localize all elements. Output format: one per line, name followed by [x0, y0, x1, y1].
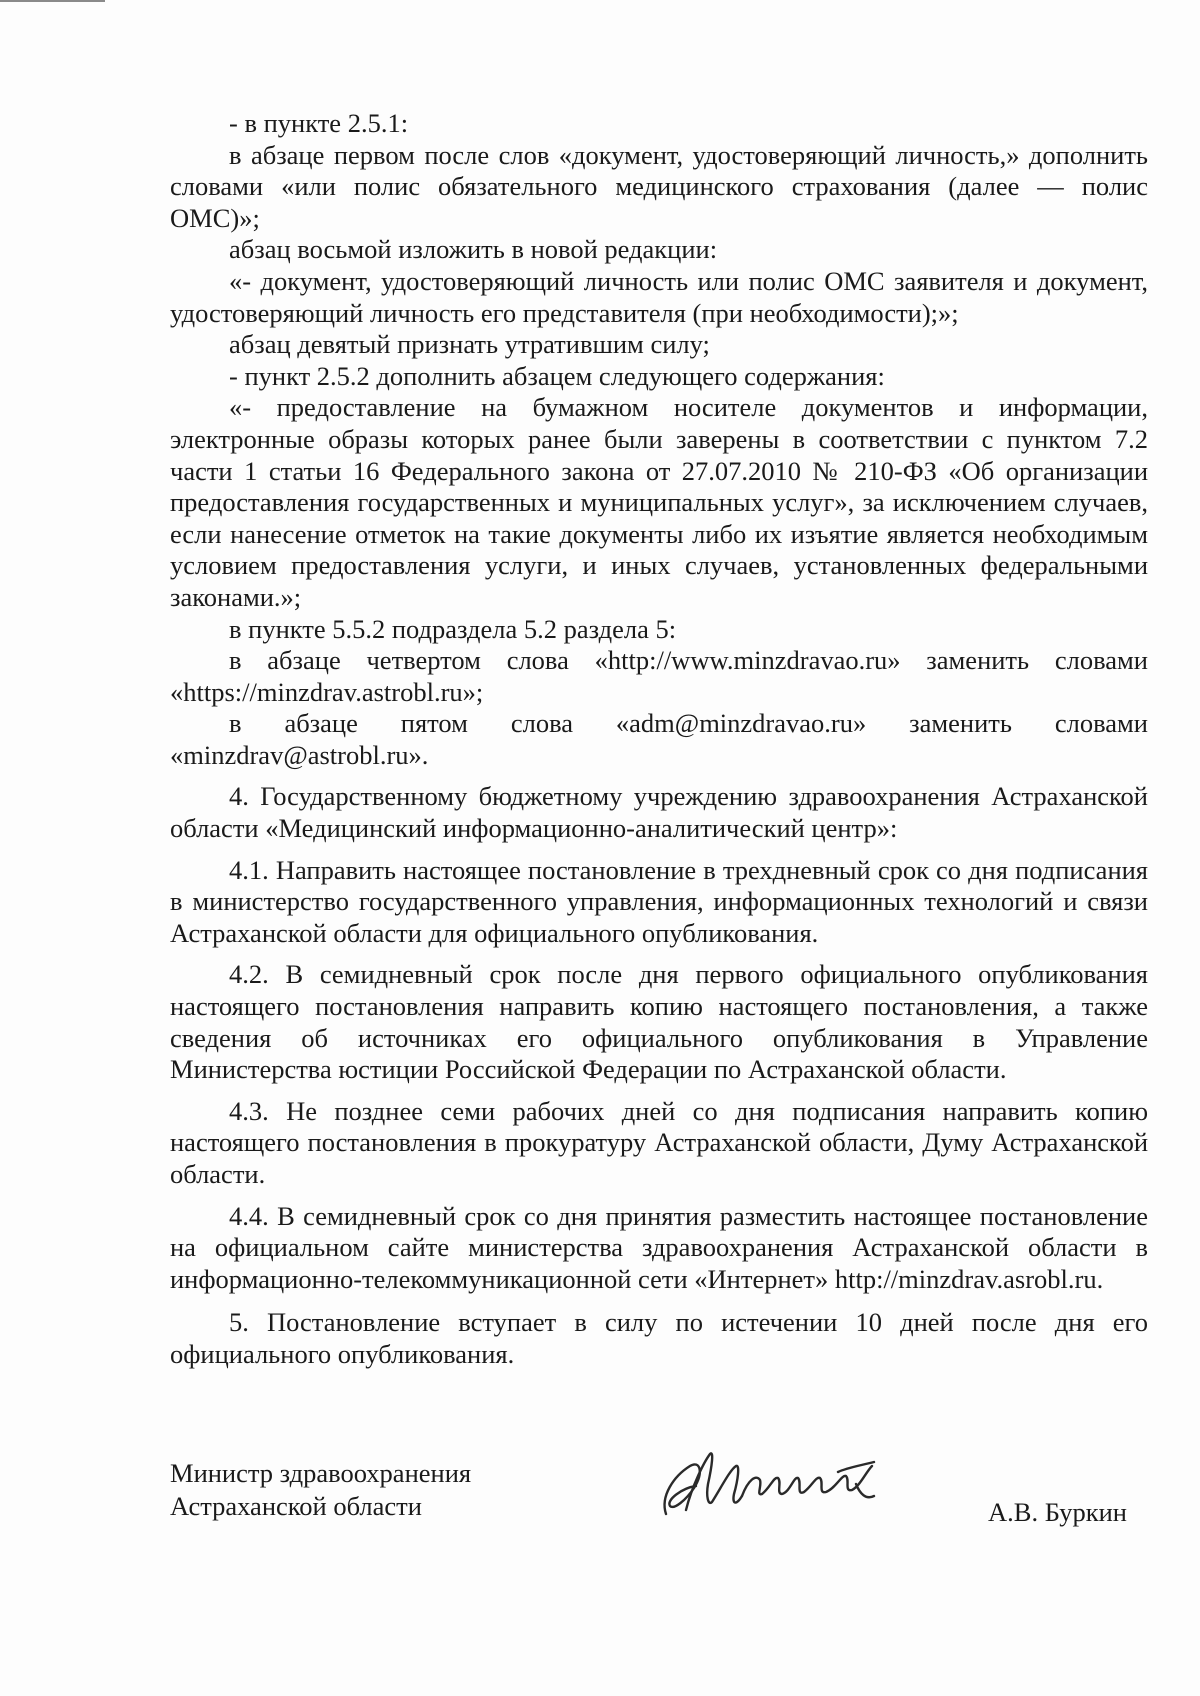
paragraph-item-2-5-1: - в пункте 2.5.1: [229, 108, 409, 138]
paragraph-item-2-5-2-text: «- предоставление на бумажном носителе документов и информации, электронные образы которых ранее были заверены в соответствии с пунктом 7.2 части 1 статьи 16 Федерального закона от 27.07.2010 № 210-ФЗ «Об организации предоставления государственных и муниципальных услуг», за исключением случаев, если нанесение отметок на такие документы либо их изъятие является необходимым условием предоставления услуги, и иных случаев, установленных федеральными законами.»; [170, 392, 1148, 612]
paragraph-item-2-5-2: - пункт 2.5.2 дополнить абзацем следующего содержания: [229, 360, 885, 391]
paragraph-abzac-5-email: в абзаце пятом слова «adm@minzdravao.ru» заменить словами «minzdrav@astrobl.ru». [170, 708, 1148, 770]
paragraph-abzac-9: абзац девятый признать утратившим силу; [229, 329, 710, 360]
section-5: 5. Постановление вступает в силу по истечении 10 дней после дня его официального опубликования. [170, 1307, 1148, 1369]
section-4: 4. Государственному бюджетному учреждению здравоохранения Астраханской области «Медицинский информационно-аналитический центр»: [170, 781, 1148, 844]
scan-edge-line [0, 0, 105, 2]
signatory-position-line-2: Астраханской области [170, 1491, 422, 1521]
section-4-3: 4.3. Не позднее семи рабочих дней со дня подписания направить копию настоящего постановления в прокуратуру Астраханской области, Думу Астраханской области. [170, 1095, 1148, 1189]
paragraph-abzac-8-text: «- документ, удостоверяющий личность или полис ОМС заявителя и документ, удостоверяющий личность его представителя (при необходимости);»; [170, 265, 1148, 328]
paragraph-item-5-5-2: в пункте 5.5.2 подраздела 5.2 раздела 5: [229, 613, 677, 644]
paragraph-abzac-8-heading: абзац восьмой изложить в новой редакции: [229, 234, 718, 265]
section-4-1: 4.1. Направить настоящее постановление в трехдневный срок со дня подписания в министерство государственного управления, информационных технологий и связи Астраханской области для официального опубликования. [170, 854, 1148, 948]
handwritten-signature-icon [652, 1436, 882, 1528]
signatory-name: А.В. Буркин [988, 1497, 1127, 1527]
paragraph-abzac-1: в абзаце первом после слов «документ, удостоверяющий личность,» дополнить словами «или полис обязательного медицинского страхования (далее — полис ОМС)»; [170, 139, 1148, 233]
section-4-2: 4.2. В семидневный срок после дня первого официального опубликования настоящего постановления направить копию настоящего постановления, а также сведения об источниках его официального опубликования в Управление Министерства юстиции Российской Федерации по Астраханской области. [170, 959, 1148, 1085]
section-4-4: 4.4. В семидневный срок со дня принятия разместить настоящее постановление на официальном сайте министерства здравоохранения Астраханской области в информационно-телекоммуникационной сети «Интернет» http://minzdrav.asrobl.ru. [170, 1200, 1148, 1294]
paragraph-abzac-4-url: в абзаце четвертом слова «http://www.minzdravao.ru» заменить словами «https://minzdrav.astrobl.ru»; [170, 645, 1148, 707]
signatory-position [170, 1457, 471, 1523]
signatory-position-line-1: Министр здравоохранения [170, 1458, 472, 1488]
document-body [170, 108, 1148, 1371]
